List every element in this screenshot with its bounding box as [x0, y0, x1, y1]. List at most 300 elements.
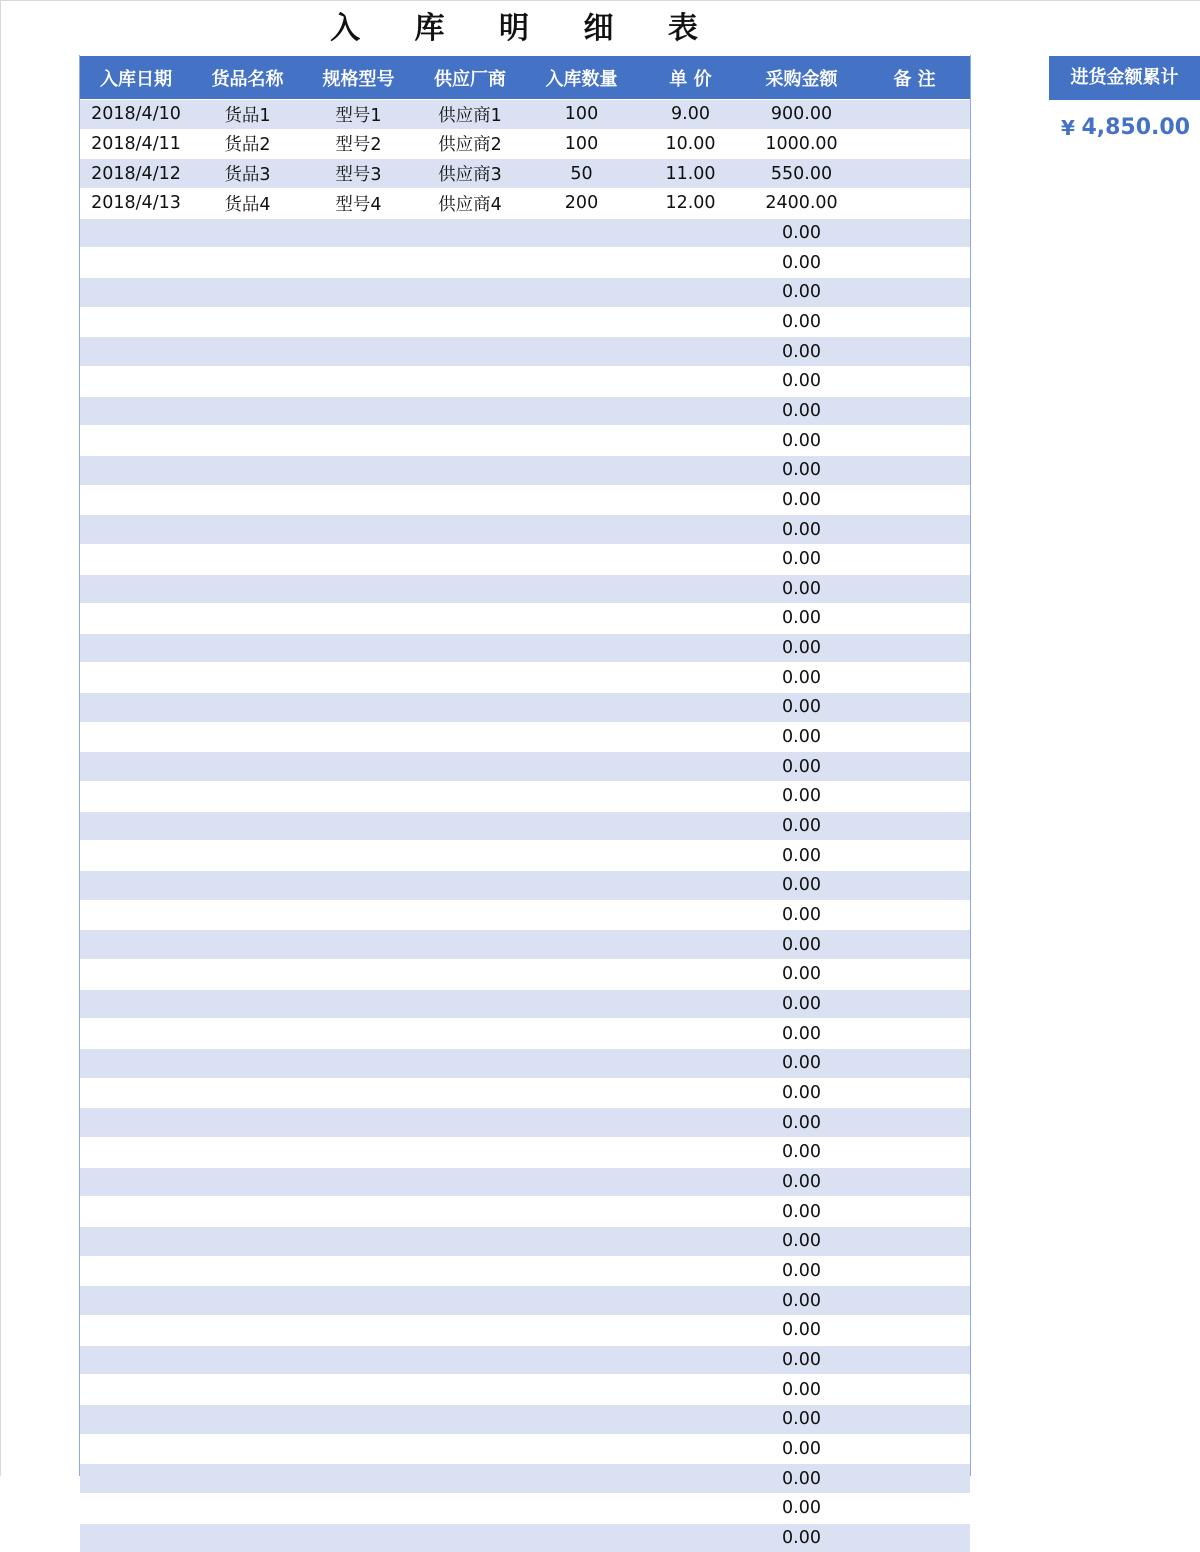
cell-unit-price[interactable] [637, 277, 744, 307]
cell-spec-model[interactable] [303, 960, 414, 990]
cell-supplier[interactable] [414, 1345, 526, 1375]
cell-remarks[interactable] [859, 1345, 970, 1375]
cell-spec-model[interactable] [303, 871, 414, 901]
cell-supplier[interactable] [414, 930, 526, 960]
cell-remarks[interactable] [859, 1137, 970, 1167]
header-product-name[interactable]: 货品名称 [192, 56, 303, 100]
cell-product-name[interactable]: 货品1 [192, 100, 303, 130]
cell-remarks[interactable] [859, 811, 970, 841]
cell-unit-price[interactable]: 12.00 [637, 188, 744, 218]
cell-date[interactable] [80, 515, 192, 545]
cell-date[interactable] [80, 307, 192, 337]
cell-unit-price[interactable] [637, 1375, 744, 1405]
cell-product-name[interactable] [192, 989, 303, 1019]
cell-supplier[interactable] [414, 722, 526, 752]
cell-date[interactable] [80, 782, 192, 812]
cell-supplier[interactable] [414, 1137, 526, 1167]
cell-unit-price[interactable] [637, 1078, 744, 1108]
cell-unit-price[interactable] [637, 841, 744, 871]
cell-product-name[interactable] [192, 1167, 303, 1197]
cell-date[interactable] [80, 663, 192, 693]
cell-date[interactable] [80, 1523, 192, 1552]
cell-spec-model[interactable] [303, 604, 414, 634]
cell-spec-model[interactable] [303, 1493, 414, 1523]
cell-purchase-amount[interactable]: 2400.00 [744, 188, 859, 218]
cell-quantity[interactable] [526, 574, 637, 604]
cell-purchase-amount[interactable]: 0.00 [744, 604, 859, 634]
cell-remarks[interactable] [859, 930, 970, 960]
cell-quantity[interactable] [526, 960, 637, 990]
cell-product-name[interactable] [192, 574, 303, 604]
cell-date[interactable] [80, 989, 192, 1019]
cell-supplier[interactable] [414, 248, 526, 278]
cell-unit-price[interactable] [637, 1464, 744, 1494]
cell-product-name[interactable] [192, 1108, 303, 1138]
cell-spec-model[interactable] [303, 1078, 414, 1108]
cell-remarks[interactable] [859, 455, 970, 485]
cell-spec-model[interactable] [303, 544, 414, 574]
cell-spec-model[interactable] [303, 1226, 414, 1256]
cell-remarks[interactable] [859, 1019, 970, 1049]
cell-spec-model[interactable] [303, 1404, 414, 1434]
cell-remarks[interactable] [859, 1167, 970, 1197]
cell-product-name[interactable] [192, 1345, 303, 1375]
cell-purchase-amount[interactable]: 0.00 [744, 396, 859, 426]
cell-date[interactable] [80, 960, 192, 990]
cell-quantity[interactable]: 100 [526, 129, 637, 159]
cell-purchase-amount[interactable]: 0.00 [744, 930, 859, 960]
cell-date[interactable] [80, 841, 192, 871]
cell-unit-price[interactable] [637, 633, 744, 663]
cell-product-name[interactable] [192, 722, 303, 752]
cell-product-name[interactable] [192, 1226, 303, 1256]
cell-purchase-amount[interactable]: 0.00 [744, 1464, 859, 1494]
cell-quantity[interactable] [526, 1197, 637, 1227]
cell-spec-model[interactable] [303, 989, 414, 1019]
cell-quantity[interactable] [526, 485, 637, 515]
cell-date[interactable] [80, 426, 192, 456]
cell-remarks[interactable] [859, 604, 970, 634]
cell-remarks[interactable] [859, 1434, 970, 1464]
cell-unit-price[interactable] [637, 307, 744, 337]
cell-product-name[interactable] [192, 1434, 303, 1464]
cell-date[interactable] [80, 604, 192, 634]
header-unit-price[interactable]: 单 价 [637, 56, 744, 100]
cell-supplier[interactable] [414, 1315, 526, 1345]
cell-product-name[interactable] [192, 515, 303, 545]
cell-purchase-amount[interactable]: 0.00 [744, 989, 859, 1019]
cell-supplier[interactable] [414, 811, 526, 841]
cell-quantity[interactable] [526, 1049, 637, 1079]
cell-product-name[interactable]: 货品3 [192, 159, 303, 189]
cell-quantity[interactable] [526, 782, 637, 812]
cell-spec-model[interactable] [303, 485, 414, 515]
cell-remarks[interactable] [859, 544, 970, 574]
cell-supplier[interactable] [414, 307, 526, 337]
cell-supplier[interactable] [414, 1167, 526, 1197]
cell-product-name[interactable] [192, 930, 303, 960]
cell-purchase-amount[interactable]: 0.00 [744, 1019, 859, 1049]
cell-remarks[interactable] [859, 1493, 970, 1523]
cell-supplier[interactable] [414, 989, 526, 1019]
cell-quantity[interactable] [526, 1167, 637, 1197]
cell-purchase-amount[interactable]: 0.00 [744, 218, 859, 248]
cell-supplier[interactable] [414, 337, 526, 367]
cell-remarks[interactable] [859, 1049, 970, 1079]
cell-supplier[interactable]: 供应商4 [414, 188, 526, 218]
cell-remarks[interactable] [859, 1226, 970, 1256]
cell-remarks[interactable] [859, 693, 970, 723]
cell-unit-price[interactable] [637, 218, 744, 248]
cell-unit-price[interactable] [637, 782, 744, 812]
cell-quantity[interactable] [526, 930, 637, 960]
cell-date[interactable] [80, 1019, 192, 1049]
cell-remarks[interactable] [859, 960, 970, 990]
cell-unit-price[interactable] [637, 752, 744, 782]
cell-purchase-amount[interactable]: 0.00 [744, 1078, 859, 1108]
cell-quantity[interactable] [526, 515, 637, 545]
cell-date[interactable] [80, 218, 192, 248]
cell-date[interactable] [80, 485, 192, 515]
cell-purchase-amount[interactable]: 0.00 [744, 900, 859, 930]
cell-unit-price[interactable] [637, 1226, 744, 1256]
cell-purchase-amount[interactable]: 0.00 [744, 248, 859, 278]
cell-remarks[interactable] [859, 248, 970, 278]
cell-quantity[interactable] [526, 1137, 637, 1167]
cell-supplier[interactable]: 供应商2 [414, 129, 526, 159]
cell-supplier[interactable] [414, 277, 526, 307]
cell-remarks[interactable] [859, 871, 970, 901]
header-quantity[interactable]: 入库数量 [526, 56, 637, 100]
cell-date[interactable] [80, 900, 192, 930]
cell-product-name[interactable] [192, 455, 303, 485]
cell-remarks[interactable] [859, 100, 970, 130]
cell-quantity[interactable] [526, 366, 637, 396]
cell-purchase-amount[interactable]: 0.00 [744, 960, 859, 990]
cell-product-name[interactable] [192, 1523, 303, 1552]
cell-purchase-amount[interactable]: 0.00 [744, 633, 859, 663]
cell-remarks[interactable] [859, 1375, 970, 1405]
cell-product-name[interactable] [192, 1197, 303, 1227]
cell-remarks[interactable] [859, 782, 970, 812]
cell-purchase-amount[interactable]: 0.00 [744, 1256, 859, 1286]
cell-unit-price[interactable] [637, 1197, 744, 1227]
cell-purchase-amount[interactable]: 0.00 [744, 1375, 859, 1405]
cell-quantity[interactable] [526, 663, 637, 693]
cell-supplier[interactable]: 供应商1 [414, 100, 526, 130]
cell-spec-model[interactable]: 型号3 [303, 159, 414, 189]
cell-remarks[interactable] [859, 337, 970, 367]
cell-supplier[interactable] [414, 604, 526, 634]
cell-remarks[interactable] [859, 1108, 970, 1138]
cell-remarks[interactable] [859, 515, 970, 545]
cell-purchase-amount[interactable]: 0.00 [744, 574, 859, 604]
cell-purchase-amount[interactable]: 0.00 [744, 841, 859, 871]
cell-supplier[interactable]: 供应商3 [414, 159, 526, 189]
cell-supplier[interactable] [414, 218, 526, 248]
cell-spec-model[interactable]: 型号1 [303, 100, 414, 130]
cell-remarks[interactable] [859, 1078, 970, 1108]
cell-remarks[interactable] [859, 663, 970, 693]
cell-quantity[interactable] [526, 633, 637, 663]
cell-supplier[interactable] [414, 396, 526, 426]
cell-quantity[interactable] [526, 277, 637, 307]
cell-quantity[interactable] [526, 248, 637, 278]
cell-purchase-amount[interactable]: 900.00 [744, 100, 859, 130]
cell-supplier[interactable] [414, 1464, 526, 1494]
cell-remarks[interactable] [859, 1523, 970, 1552]
cell-purchase-amount[interactable]: 0.00 [744, 722, 859, 752]
cell-purchase-amount[interactable]: 0.00 [744, 307, 859, 337]
cell-quantity[interactable] [526, 1523, 637, 1552]
cell-product-name[interactable]: 货品2 [192, 129, 303, 159]
cell-purchase-amount[interactable]: 0.00 [744, 515, 859, 545]
cell-quantity[interactable]: 200 [526, 188, 637, 218]
cell-product-name[interactable] [192, 218, 303, 248]
cell-remarks[interactable] [859, 366, 970, 396]
cell-date[interactable]: 2018/4/13 [80, 188, 192, 218]
cell-date[interactable] [80, 455, 192, 485]
cell-date[interactable] [80, 1464, 192, 1494]
cell-remarks[interactable] [859, 841, 970, 871]
cell-product-name[interactable] [192, 366, 303, 396]
cell-purchase-amount[interactable]: 0.00 [744, 1523, 859, 1552]
cell-purchase-amount[interactable]: 0.00 [744, 1049, 859, 1079]
cell-purchase-amount[interactable]: 0.00 [744, 811, 859, 841]
cell-spec-model[interactable] [303, 1286, 414, 1316]
cell-product-name[interactable] [192, 1049, 303, 1079]
cell-purchase-amount[interactable]: 550.00 [744, 159, 859, 189]
cell-quantity[interactable] [526, 455, 637, 485]
cell-remarks[interactable] [859, 633, 970, 663]
cell-unit-price[interactable] [637, 1286, 744, 1316]
cell-purchase-amount[interactable]: 0.00 [744, 1167, 859, 1197]
cell-unit-price[interactable] [637, 811, 744, 841]
cell-date[interactable] [80, 752, 192, 782]
cell-date[interactable] [80, 1226, 192, 1256]
cell-quantity[interactable] [526, 1315, 637, 1345]
cell-quantity[interactable] [526, 871, 637, 901]
cell-date[interactable] [80, 1078, 192, 1108]
cell-date[interactable] [80, 574, 192, 604]
cell-date[interactable] [80, 1315, 192, 1345]
cell-product-name[interactable] [192, 811, 303, 841]
cell-purchase-amount[interactable]: 0.00 [744, 1315, 859, 1345]
cell-remarks[interactable] [859, 574, 970, 604]
cell-product-name[interactable] [192, 1404, 303, 1434]
cell-purchase-amount[interactable]: 0.00 [744, 1197, 859, 1227]
cell-supplier[interactable] [414, 1493, 526, 1523]
cell-supplier[interactable] [414, 871, 526, 901]
cell-remarks[interactable] [859, 1256, 970, 1286]
cell-quantity[interactable] [526, 1286, 637, 1316]
cell-supplier[interactable] [414, 1523, 526, 1552]
cell-quantity[interactable] [526, 1019, 637, 1049]
cell-unit-price[interactable] [637, 1019, 744, 1049]
cell-product-name[interactable] [192, 871, 303, 901]
cell-quantity[interactable] [526, 1108, 637, 1138]
cell-date[interactable] [80, 811, 192, 841]
cell-supplier[interactable] [414, 1226, 526, 1256]
cell-remarks[interactable] [859, 722, 970, 752]
cell-date[interactable] [80, 1049, 192, 1079]
cell-spec-model[interactable] [303, 426, 414, 456]
cell-product-name[interactable] [192, 1256, 303, 1286]
cell-quantity[interactable] [526, 1464, 637, 1494]
cell-unit-price[interactable]: 9.00 [637, 100, 744, 130]
cell-date[interactable]: 2018/4/11 [80, 129, 192, 159]
cell-quantity[interactable] [526, 396, 637, 426]
cell-supplier[interactable] [414, 1286, 526, 1316]
cell-unit-price[interactable]: 11.00 [637, 159, 744, 189]
cell-spec-model[interactable] [303, 277, 414, 307]
cell-unit-price[interactable] [637, 337, 744, 367]
cell-product-name[interactable] [192, 841, 303, 871]
cell-purchase-amount[interactable]: 0.00 [744, 663, 859, 693]
cell-remarks[interactable] [859, 485, 970, 515]
cell-quantity[interactable] [526, 426, 637, 456]
cell-remarks[interactable] [859, 900, 970, 930]
cell-quantity[interactable] [526, 1434, 637, 1464]
cell-date[interactable] [80, 1167, 192, 1197]
cell-unit-price[interactable] [637, 544, 744, 574]
cell-date[interactable] [80, 396, 192, 426]
cell-unit-price[interactable] [637, 1108, 744, 1138]
cell-product-name[interactable] [192, 1286, 303, 1316]
cell-supplier[interactable] [414, 1019, 526, 1049]
cell-remarks[interactable] [859, 188, 970, 218]
cell-purchase-amount[interactable]: 0.00 [744, 1493, 859, 1523]
cell-date[interactable]: 2018/4/12 [80, 159, 192, 189]
cell-spec-model[interactable] [303, 782, 414, 812]
cell-supplier[interactable] [414, 1078, 526, 1108]
cell-purchase-amount[interactable]: 0.00 [744, 426, 859, 456]
cell-supplier[interactable] [414, 1434, 526, 1464]
cell-quantity[interactable] [526, 1345, 637, 1375]
cell-quantity[interactable] [526, 337, 637, 367]
cell-unit-price[interactable] [637, 960, 744, 990]
cell-supplier[interactable] [414, 1256, 526, 1286]
cell-spec-model[interactable] [303, 752, 414, 782]
cell-unit-price[interactable] [637, 871, 744, 901]
cell-spec-model[interactable] [303, 515, 414, 545]
cell-supplier[interactable] [414, 752, 526, 782]
cell-unit-price[interactable] [637, 426, 744, 456]
cell-supplier[interactable] [414, 782, 526, 812]
cell-product-name[interactable] [192, 1464, 303, 1494]
cell-unit-price[interactable] [637, 900, 744, 930]
cell-spec-model[interactable] [303, 900, 414, 930]
cell-spec-model[interactable]: 型号4 [303, 188, 414, 218]
cell-purchase-amount[interactable]: 0.00 [744, 752, 859, 782]
cell-unit-price[interactable] [637, 366, 744, 396]
cell-spec-model[interactable] [303, 337, 414, 367]
cell-date[interactable] [80, 277, 192, 307]
cell-remarks[interactable] [859, 1315, 970, 1345]
cell-spec-model[interactable] [303, 1523, 414, 1552]
cell-unit-price[interactable] [637, 930, 744, 960]
cell-purchase-amount[interactable]: 0.00 [744, 455, 859, 485]
cell-spec-model[interactable] [303, 248, 414, 278]
cell-spec-model[interactable]: 型号2 [303, 129, 414, 159]
cell-supplier[interactable] [414, 663, 526, 693]
cell-quantity[interactable] [526, 752, 637, 782]
cell-date[interactable] [80, 1286, 192, 1316]
cell-unit-price[interactable] [637, 1049, 744, 1079]
cell-product-name[interactable] [192, 604, 303, 634]
cell-product-name[interactable] [192, 782, 303, 812]
cell-date[interactable] [80, 1137, 192, 1167]
cell-spec-model[interactable] [303, 930, 414, 960]
cell-quantity[interactable] [526, 544, 637, 574]
cell-unit-price[interactable] [637, 485, 744, 515]
cell-spec-model[interactable] [303, 218, 414, 248]
cell-unit-price[interactable] [637, 604, 744, 634]
cell-product-name[interactable] [192, 663, 303, 693]
cell-quantity[interactable] [526, 900, 637, 930]
cell-supplier[interactable] [414, 485, 526, 515]
cell-remarks[interactable] [859, 1286, 970, 1316]
cell-quantity[interactable] [526, 604, 637, 634]
header-purchase-amount[interactable]: 采购金额 [744, 56, 859, 100]
cell-supplier[interactable] [414, 1404, 526, 1434]
cell-product-name[interactable] [192, 396, 303, 426]
cell-supplier[interactable] [414, 633, 526, 663]
cell-spec-model[interactable] [303, 1167, 414, 1197]
cell-product-name[interactable]: 货品4 [192, 188, 303, 218]
cell-purchase-amount[interactable]: 0.00 [744, 337, 859, 367]
cell-purchase-amount[interactable]: 0.00 [744, 1226, 859, 1256]
cell-purchase-amount[interactable]: 1000.00 [744, 129, 859, 159]
cell-purchase-amount[interactable]: 0.00 [744, 277, 859, 307]
cell-purchase-amount[interactable]: 0.00 [744, 366, 859, 396]
cell-quantity[interactable] [526, 841, 637, 871]
cell-supplier[interactable] [414, 1197, 526, 1227]
cell-spec-model[interactable] [303, 1019, 414, 1049]
cell-unit-price[interactable] [637, 574, 744, 604]
cell-product-name[interactable] [192, 307, 303, 337]
cell-product-name[interactable] [192, 752, 303, 782]
cell-supplier[interactable] [414, 693, 526, 723]
cell-unit-price[interactable] [637, 1256, 744, 1286]
cell-unit-price[interactable] [637, 396, 744, 426]
cell-supplier[interactable] [414, 544, 526, 574]
cell-date[interactable] [80, 366, 192, 396]
cell-quantity[interactable] [526, 1078, 637, 1108]
cell-purchase-amount[interactable]: 0.00 [744, 693, 859, 723]
cell-spec-model[interactable] [303, 1464, 414, 1494]
cell-product-name[interactable] [192, 900, 303, 930]
cell-remarks[interactable] [859, 426, 970, 456]
cell-quantity[interactable] [526, 811, 637, 841]
cell-unit-price[interactable]: 10.00 [637, 129, 744, 159]
cell-unit-price[interactable] [637, 722, 744, 752]
cell-product-name[interactable] [192, 1315, 303, 1345]
cell-purchase-amount[interactable]: 0.00 [744, 485, 859, 515]
cell-supplier[interactable] [414, 1049, 526, 1079]
cell-spec-model[interactable] [303, 811, 414, 841]
cell-spec-model[interactable] [303, 396, 414, 426]
cell-product-name[interactable] [192, 1493, 303, 1523]
cell-unit-price[interactable] [637, 1137, 744, 1167]
cell-spec-model[interactable] [303, 693, 414, 723]
cell-spec-model[interactable] [303, 574, 414, 604]
cell-product-name[interactable] [192, 544, 303, 574]
cell-unit-price[interactable] [637, 1523, 744, 1552]
cell-unit-price[interactable] [637, 1315, 744, 1345]
cell-purchase-amount[interactable]: 0.00 [744, 782, 859, 812]
cell-product-name[interactable] [192, 1019, 303, 1049]
